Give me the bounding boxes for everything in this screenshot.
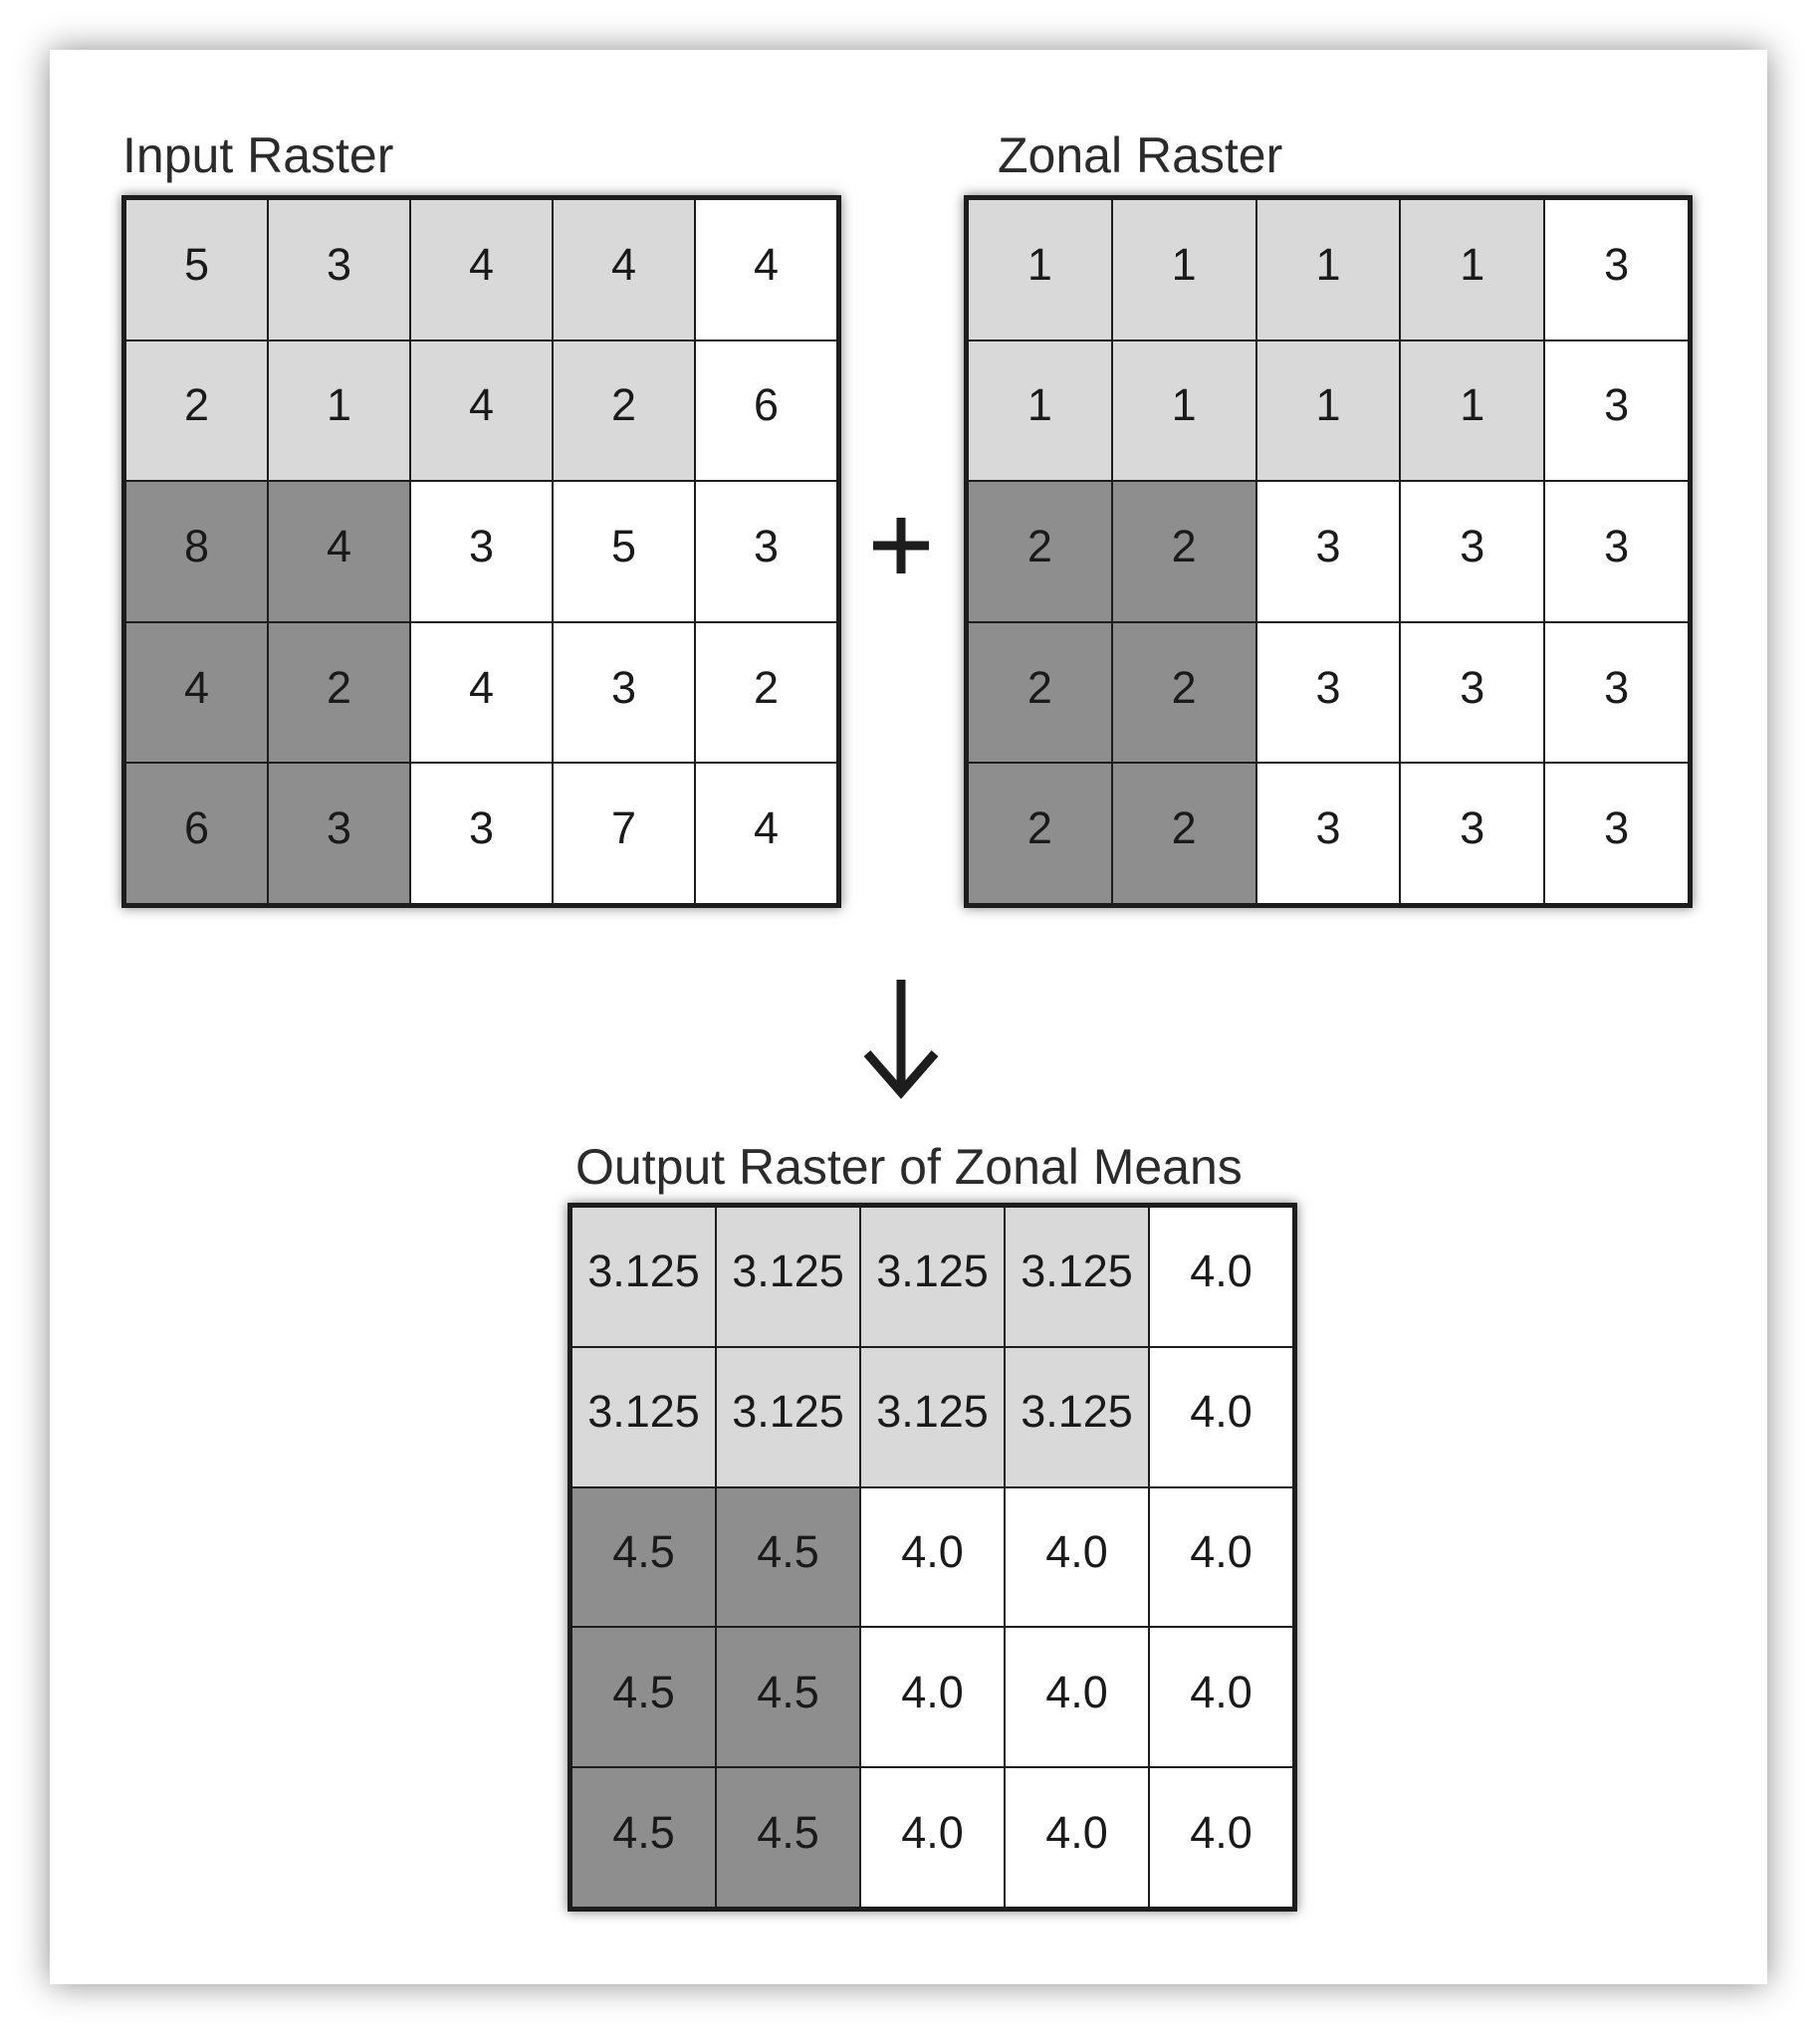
- output-raster-cell-r4-c2: 4.5: [716, 1627, 860, 1767]
- output-raster-cell-r5-c4: 4.0: [1005, 1767, 1149, 1908]
- input-raster-cell-r3-c4: 5: [553, 481, 695, 622]
- output-raster-cell-r2-c2: 3.125: [716, 1347, 860, 1487]
- zonal-raster-cell-r3-c5: 3: [1544, 481, 1689, 622]
- input-raster-cell-r3-c5: 3: [695, 481, 837, 622]
- output-raster-cell-r3-c3: 4.0: [860, 1487, 1005, 1628]
- zonal-raster-cell-r2-c1: 1: [968, 340, 1112, 482]
- input-raster-cell-r2-c1: 2: [125, 340, 268, 482]
- input-raster-cell-r2-c5: 6: [695, 340, 837, 482]
- input-raster-cell-r3-c2: 4: [268, 481, 410, 622]
- plus-icon: [856, 501, 946, 590]
- input-raster-cell-r5-c1: 6: [125, 763, 268, 904]
- output-raster-cell-r4-c1: 4.5: [571, 1627, 716, 1767]
- output-raster-cell-r5-c5: 4.0: [1149, 1767, 1293, 1908]
- output-raster-grid: [568, 1203, 1297, 1912]
- zonal-raster-cell-r2-c5: 3: [1544, 340, 1689, 482]
- zonal-raster-cell-r2-c2: 1: [1112, 340, 1256, 482]
- zonal-raster-cell-r1-c1: 1: [968, 199, 1112, 340]
- output-raster-cell-r2-c3: 3.125: [860, 1347, 1005, 1487]
- zonal-raster-cell-r1-c4: 1: [1400, 199, 1544, 340]
- output-raster-cell-r4-c3: 4.0: [860, 1627, 1005, 1767]
- input-raster-cell-r1-c3: 4: [410, 199, 553, 340]
- output-raster-cell-r3-c5: 4.0: [1149, 1487, 1293, 1628]
- input-raster-cell-r4-c2: 2: [268, 622, 410, 764]
- zonal-raster-cell-r4-c3: 3: [1256, 622, 1401, 764]
- input-raster-cell-r2-c3: 4: [410, 340, 553, 482]
- zonal-raster-cell-r5-c5: 3: [1544, 763, 1689, 904]
- input-raster-cell-r1-c5: 4: [695, 199, 837, 340]
- zonal-raster-cell-r2-c4: 1: [1400, 340, 1544, 482]
- zonal-raster-cell-r1-c2: 1: [1112, 199, 1256, 340]
- input-raster-cell-r4-c1: 4: [125, 622, 268, 764]
- output-raster-cell-r3-c2: 4.5: [716, 1487, 860, 1628]
- input-raster-cell-r3-c1: 8: [125, 481, 268, 622]
- zonal-raster-cell-r5-c1: 2: [968, 763, 1112, 904]
- output-raster-cell-r2-c5: 4.0: [1149, 1347, 1293, 1487]
- zonal-raster-cell-r1-c5: 3: [1544, 199, 1689, 340]
- output-raster-cell-r5-c3: 4.0: [860, 1767, 1005, 1908]
- input-raster-grid: [121, 195, 841, 908]
- input-raster-cell-r5-c3: 3: [410, 763, 553, 904]
- output-raster-cell-r2-c4: 3.125: [1005, 1347, 1149, 1487]
- down-arrow-icon: [852, 976, 950, 1105]
- input-raster-cell-r5-c5: 4: [695, 763, 837, 904]
- output-raster-cell-r1-c2: 3.125: [716, 1207, 860, 1347]
- zonal-raster-cell-r2-c3: 1: [1256, 340, 1401, 482]
- input-raster-cell-r5-c2: 3: [268, 763, 410, 904]
- output-raster-cell-r1-c5: 4.0: [1149, 1207, 1293, 1347]
- zonal-raster-title: Zonal Raster: [998, 127, 1283, 183]
- input-raster-cell-r2-c4: 2: [553, 340, 695, 482]
- output-raster-cell-r3-c1: 4.5: [571, 1487, 716, 1628]
- input-raster-cell-r5-c4: 7: [553, 763, 695, 904]
- zonal-raster-cell-r4-c2: 2: [1112, 622, 1256, 764]
- input-raster-cell-r1-c4: 4: [553, 199, 695, 340]
- input-raster-cell-r4-c5: 2: [695, 622, 837, 764]
- zonal-raster-grid: [964, 195, 1693, 908]
- zonal-raster-cell-r4-c5: 3: [1544, 622, 1689, 764]
- input-raster-cell-r3-c3: 3: [410, 481, 553, 622]
- input-raster-title: Input Raster: [122, 127, 394, 183]
- zonal-raster-cell-r3-c3: 3: [1256, 481, 1401, 622]
- zonal-raster-cell-r5-c2: 2: [1112, 763, 1256, 904]
- input-raster-cell-r4-c4: 3: [553, 622, 695, 764]
- output-raster-cell-r3-c4: 4.0: [1005, 1487, 1149, 1628]
- zonal-raster-cell-r3-c1: 2: [968, 481, 1112, 622]
- output-raster-title: Output Raster of Zonal Means: [575, 1139, 1243, 1195]
- input-raster-cell-r1-c2: 3: [268, 199, 410, 340]
- output-raster-cell-r2-c1: 3.125: [571, 1347, 716, 1487]
- zonal-raster-cell-r3-c2: 2: [1112, 481, 1256, 622]
- output-raster-cell-r4-c5: 4.0: [1149, 1627, 1293, 1767]
- zonal-raster-cell-r5-c4: 3: [1400, 763, 1544, 904]
- output-raster-cell-r1-c3: 3.125: [860, 1207, 1005, 1347]
- zonal-raster-cell-r5-c3: 3: [1256, 763, 1401, 904]
- output-raster-cell-r1-c4: 3.125: [1005, 1207, 1149, 1347]
- zonal-raster-cell-r4-c1: 2: [968, 622, 1112, 764]
- zonal-raster-cell-r4-c4: 3: [1400, 622, 1544, 764]
- input-raster-cell-r4-c3: 4: [410, 622, 553, 764]
- input-raster-cell-r2-c2: 1: [268, 340, 410, 482]
- output-raster-cell-r5-c2: 4.5: [716, 1767, 860, 1908]
- output-raster-cell-r1-c1: 3.125: [571, 1207, 716, 1347]
- input-raster-cell-r1-c1: 5: [125, 199, 268, 340]
- zonal-raster-cell-r3-c4: 3: [1400, 481, 1544, 622]
- output-raster-cell-r5-c1: 4.5: [571, 1767, 716, 1908]
- output-raster-cell-r4-c4: 4.0: [1005, 1627, 1149, 1767]
- figure-page: [50, 50, 1767, 1984]
- zonal-raster-cell-r1-c3: 1: [1256, 199, 1401, 340]
